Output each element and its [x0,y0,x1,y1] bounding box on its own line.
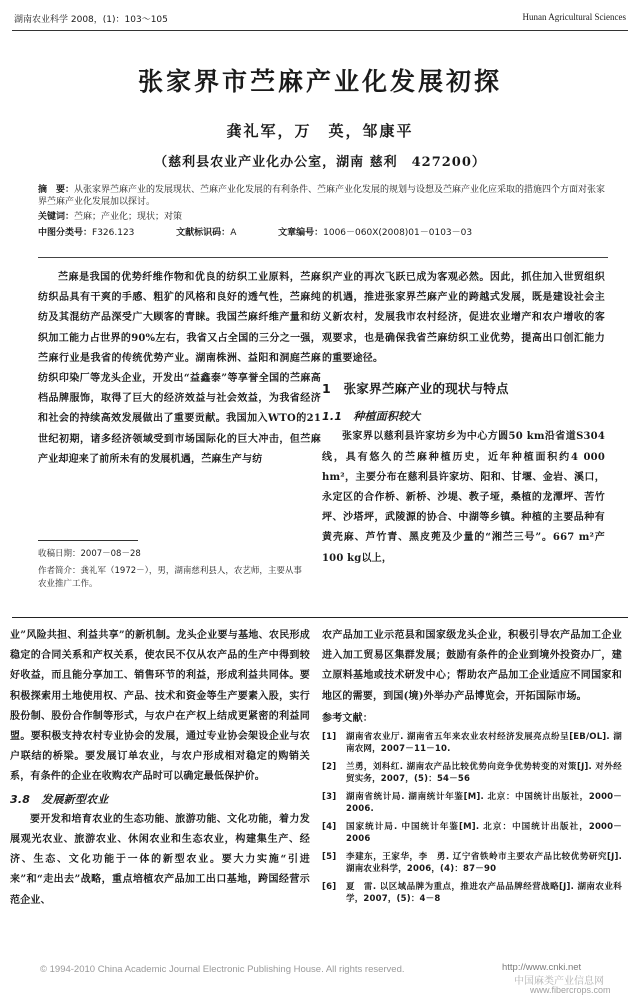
watermark-text: 中国麻类产业信息网 [514,976,604,987]
header-rule [12,30,628,31]
section-3-8-text: 要开发和培育农业的生态功能、旅游功能、文化功能，着力发展观光农业、旅游农业、休闲农业和生态农业，构建集生产、经济、生态、文化功能于一体的新型农业。要大力实施“引进来”和“走出去”战略，重点培植农产品加工出口基地，跨国经营示范企业、 [10,813,310,906]
right-column-lower [322,626,622,911]
intro-paragraph: 苎麻是我国的优势纤维作物和优良的纺织工业原料，苎麻纺织品具有干爽的手感、粗犷的风格和良好的透气性，苎麻纯纺及其混纺产品深受广大顾客的青睐。我国苎麻纤维产量和纺织加工能力占世界的90%左右，我省又占全国的三分之一强，苎麻行业是我省的传统优势产业。湖南株洲、益阳和洞庭苎麻纺织印染厂等龙头企业，开发出“益鑫泰”等享誉全国的苎麻高档品牌服饰，取得了巨大的经济效益与社会效益，为我省经济和社会的持续高效发展做出了重要贡献。我国加入WTO的21世纪初期，诸多经济领域受到市场国际化的巨大冲击，但苎麻产业却迎来了前所未有的发展机遇，苎麻生产与纺 [38,272,321,465]
reference-text: 兰勇，刘科红. 湖南农产品比较优势向竞争优势转变的对策[J]. 对外经贸实务，2007，(5)：54－56 [346,762,622,785]
left-column-upper [38,268,321,470]
keywords [38,211,606,223]
classification-line [38,227,606,239]
reference-text: 湖南省农业厅. 湖南省五年来农业农村经济发展亮点纷呈[EB/OL]. 湖南农网，2007－11－10. [346,732,622,755]
reference-number: [6] [322,882,337,893]
abstract-text: 从张家界苎麻产业的发展现状、苎麻产业化发展的有利条件、苎麻产业化发展的规划与设想及苎麻产业化应采取的措施四个方面对张家界苎麻产业化发展加以探讨。 [38,185,606,207]
author-affiliation: （慈利县农业产业化办公室，湖南 慈利 427200） [154,155,486,170]
section-1-1-heading: 1.1 种植面积较大 [322,410,421,424]
running-header-left: 湖南农业科学 2008，(1)：103～105 [14,15,168,25]
reference-item [322,761,622,785]
article-title: 张家界市苎麻产业化发展初探 [137,67,502,96]
reference-item [322,821,622,845]
reference-list [322,731,622,905]
section-1-heading: 1 张家界苎麻产业的现状与特点 [322,381,509,397]
reference-text: 李建东，王家华，李 勇. 辽宁省铁岭市主要农产品比较优势研究[J]. 湖南农业科学，2006，(4)：87－90 [346,852,622,875]
reference-number: [2] [322,762,337,773]
reference-item [322,791,622,815]
reference-item [322,881,622,905]
abstract-rule [38,257,608,258]
reference-item [322,731,622,755]
reference-number: [3] [322,792,337,803]
reference-number: [5] [322,852,337,863]
abstract [38,184,606,208]
export-paragraph: 农产品加工业示范县和国家级龙头企业，积极引导农产品加工企业进入加工贸易区集群发展；鼓励有条件的企业到境外投资办厂，建立原料基地或技术研发中心；帮助农产品加工企业适应不同国家和地区的需要，到国(境)外举办产品博览会，开拓国际市场。 [322,630,622,702]
article-no-value: 1006－060X(2008)01－0103－03 [323,228,473,238]
reference-item [322,851,622,875]
cnki-url[interactable]: http://www.cnki.net [502,962,582,973]
footnote-rule [38,540,138,541]
doc-code-value: A [230,228,237,238]
section-1-1-text: 张家界以慈利县许家坊乡为中心方圆50 km沿省道S304线，具有悠久的苎麻种植历史，近年种植面积约4 000 hm²，主要分布在慈利县许家坊、阳和、甘堰、金岩、溪口，永定区的合作桥、新桥、沙堤、教子垭，桑植的龙潭坪、苦竹坪、沙塔坪，武陵源的协合、中湖等乡镇。种植的主要品种有黄壳麻、芦竹青、黑皮蔸及少量的“湘苎三号”。667 m²产100 kg以上， [322,431,605,564]
clc-label: 中图分类号： [38,228,93,238]
intro-continuation: 织产业的再次飞跃已成为客观必然。因此，抓住加入世贸组织的机遇，推进张家界苎麻产业的跨越式发展，既是建设社会主义新农村，发展我市农村经济，促进农业增产和农户增收的客观要求，也是确保我省苎麻纺织工业优势，提高出口创汇能力的重要途径。 [322,272,605,364]
reference-text: 湖南省统计局. 湖南统计年鉴[M]. 北京：中国统计出版社，2000－2006. [346,792,622,815]
received-date: 收稿日期：2007－08－28 [38,549,141,559]
article-authors: 龚礼军，万 英，邹康平 [226,122,414,140]
watermark-url: www.fibercrops.com [530,985,611,995]
clc-value: F326.123 [92,228,135,238]
reference-number: [1] [322,732,337,743]
reference-text: 夏 雷. 以区域品牌为重点，推进农产品品牌经营战略[J]. 湖南农业科学，2007，(5)：4－8 [346,882,622,905]
abstract-label: 摘 要： [38,185,75,195]
farmer-linkage-paragraph: 业”风险共担、利益共享”的新机制。龙头企业要与基地、农民形成稳定的合同关系和产权关系，使农民不仅从农产品的生产中得到较好收益，而且能分享加工、销售环节的利益，形成利益共同体。要积极探索用土地使用权、产品、技术和资金等生产要素入股，实行股份制、股份合作制等形式，与农户在产权上结成更紧密的利益同盟。要积极支持农村专业协会的发展，通过专业协会架设企业与农户联结的桥梁。要发展订单农业，与农户形成相对稳定的购销关系，有条件的企业在收购农产品时可以确定最低保护价。 [10,630,310,783]
reference-number: [4] [322,822,337,833]
keywords-label: 关键词： [38,212,75,222]
article-no-label: 文章编号： [278,228,324,238]
keywords-text: 苎麻；产业化；现状；对策 [74,212,183,222]
author-bio: 作者简介：龚礼军（1972－），男，湖南慈利县人，农艺师，主要从事农业推广工作。 [38,566,302,589]
right-column-upper [322,268,605,569]
section-3-8-heading: 3.8 发展新型农业 [10,792,109,806]
references-heading: 参考文献： [322,712,373,724]
doc-code-label: 文献标识码： [176,228,231,238]
page-section-separator [12,617,628,618]
running-header-right: Hunan Agricultural Sciences [522,12,626,22]
copyright-footer: © 1994-2010 China Academic Journal Electronic Publishing House. All rights reserved. [40,964,405,975]
reference-text: 国家统计局. 中国统计年鉴[M]. 北京：中国统计出版社，2000－2006 [346,822,622,845]
left-column-lower [10,626,310,911]
